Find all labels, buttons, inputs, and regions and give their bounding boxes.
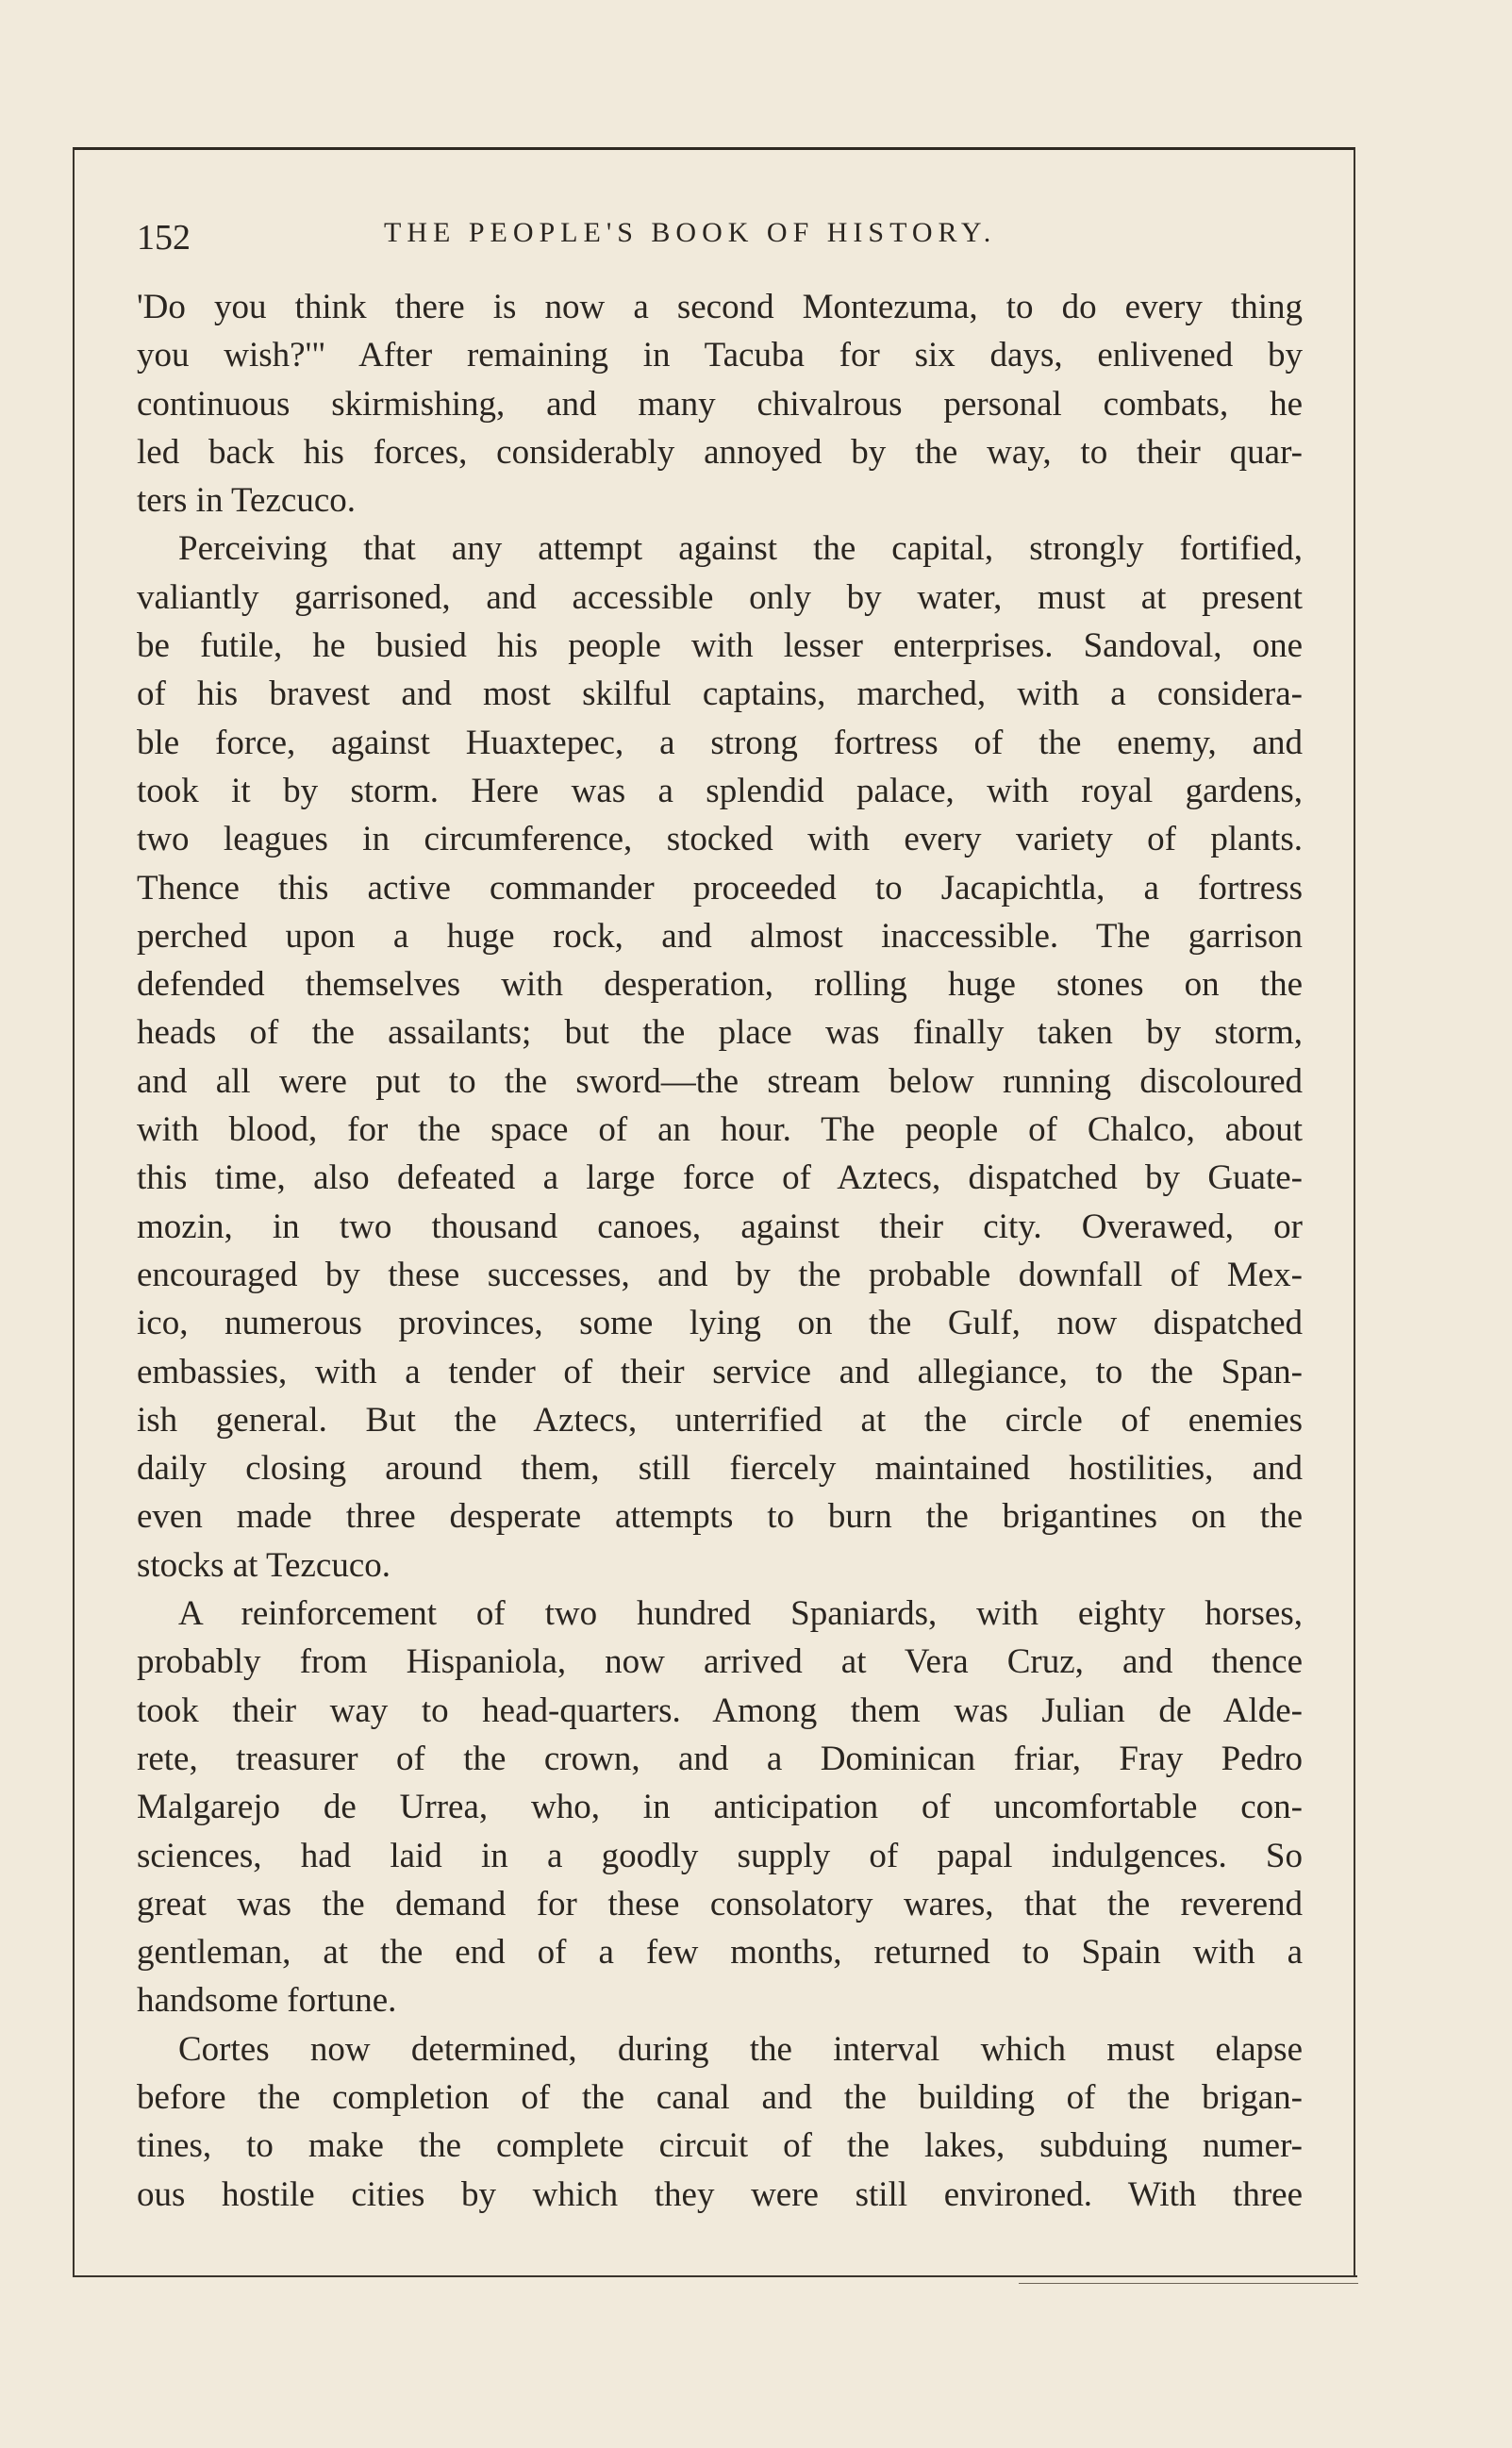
text-line: valiantly garrisoned, and accessible only by water, must at present [137,577,1303,617]
text-line: continuous skirmishing, and many chivalrous personal combats, he [137,384,1303,424]
page-border-bottom [73,2275,1357,2277]
text-line: great was the demand for these consolatory wares, that the reverend [137,1884,1303,1923]
text-line: led back his forces, considerably annoyed by the way, to their quar- [137,432,1303,472]
text-line: mozin, in two thousand canoes, against their city. Overawed, or [137,1207,1303,1246]
text-line: Perceiving that any attempt against the capital, strongly fortified, [178,529,1303,569]
text-line: daily closing around them, still fiercely maintained hostilities, and [137,1449,1303,1489]
text-line: ters in Tezcuco. [137,481,356,521]
text-line: probably from Hispaniola, now arrived at Vera Cruz, and thence [137,1642,1303,1682]
text-line: even made three desperate attempts to burn the brigantines on the [137,1497,1303,1537]
text-line: defended themselves with desperation, rolling huge stones on the [137,965,1303,1005]
text-line: ish general. But the Aztecs, unterrified at the circle of enemies [137,1400,1303,1440]
text-line: of his bravest and most skilful captains, marched, with a considera- [137,674,1303,714]
text-line: 'Do you think there is now a second Montezuma, to do every thing [137,288,1303,326]
text-line: A reinforcement of two hundred Spaniards, with eighty horses, [178,1594,1303,1634]
text-line: embassies, with a tender of their service and allegiance, to the Span- [137,1352,1303,1391]
text-line: ico, numerous provinces, some lying on the Gulf, now dispatched [137,1304,1303,1343]
text-line: gentleman, at the end of a few months, returned to Spain with a [137,1933,1303,1973]
text-line: Malgarejo de Urrea, who, in anticipation of uncomfortable con- [137,1788,1303,1827]
text-line: rete, treasurer of the crown, and a Dominican friar, Fray Pedro [137,1739,1303,1778]
text-line: ous hostile cities by which they were still environed. With three [137,2174,1303,2214]
text-line: Thence this active commander proceeded to Jacapichtla, a fortress [137,868,1303,908]
text-line: before the completion of the canal and the building of the brigan- [137,2077,1303,2117]
text-line: tines, to make the complete circuit of the lakes, subduing numer- [137,2126,1303,2166]
text-line: and all were put to the sword—the stream below running discoloured [137,1061,1303,1101]
body-text [137,283,1303,2219]
text-line: stocks at Tezcuco. [137,1545,390,1585]
text-line: perched upon a huge rock, and almost inaccessible. The garrison [137,916,1303,956]
text-line: this time, also defeated a large force of Aztecs, dispatched by Guate- [137,1158,1303,1198]
text-line: Cortes now determined, during the interval which must elapse [178,2029,1303,2069]
page-header [137,209,1316,266]
page-border-bottom-rule [1019,2283,1358,2284]
text-line: handsome fortune. [137,1981,397,2021]
text-line: sciences, had laid in a goodly supply of papal indulgences. So [137,1836,1303,1875]
text-line: encouraged by these successes, and by the probable downfall of Mex- [137,1255,1303,1294]
text-line: be futile, he busied his people with lesser enterprises. Sandoval, one [137,626,1303,666]
text-line: took it by storm. Here was a splendid palace, with royal gardens, [137,771,1303,810]
text-line: heads of the assailants; but the place was finally taken by storm, [137,1013,1303,1053]
text-line: ble force, against Huaxtepec, a strong fortress of the enemy, and [137,723,1303,762]
text-line: with blood, for the space of an hour. The people of Chalco, about [137,1110,1303,1150]
text-line: two leagues in circumference, stocked with every variety of plants. [137,820,1303,859]
text-line: took their way to head-quarters. Among them was Julian de Alde- [137,1690,1303,1730]
text-line: you wish?'" After remaining in Tacuba for six days, enlivened by [137,336,1303,375]
running-head-title: THE PEOPLE'S BOOK OF HISTORY. [384,217,997,248]
page-number: 152 [137,218,191,258]
